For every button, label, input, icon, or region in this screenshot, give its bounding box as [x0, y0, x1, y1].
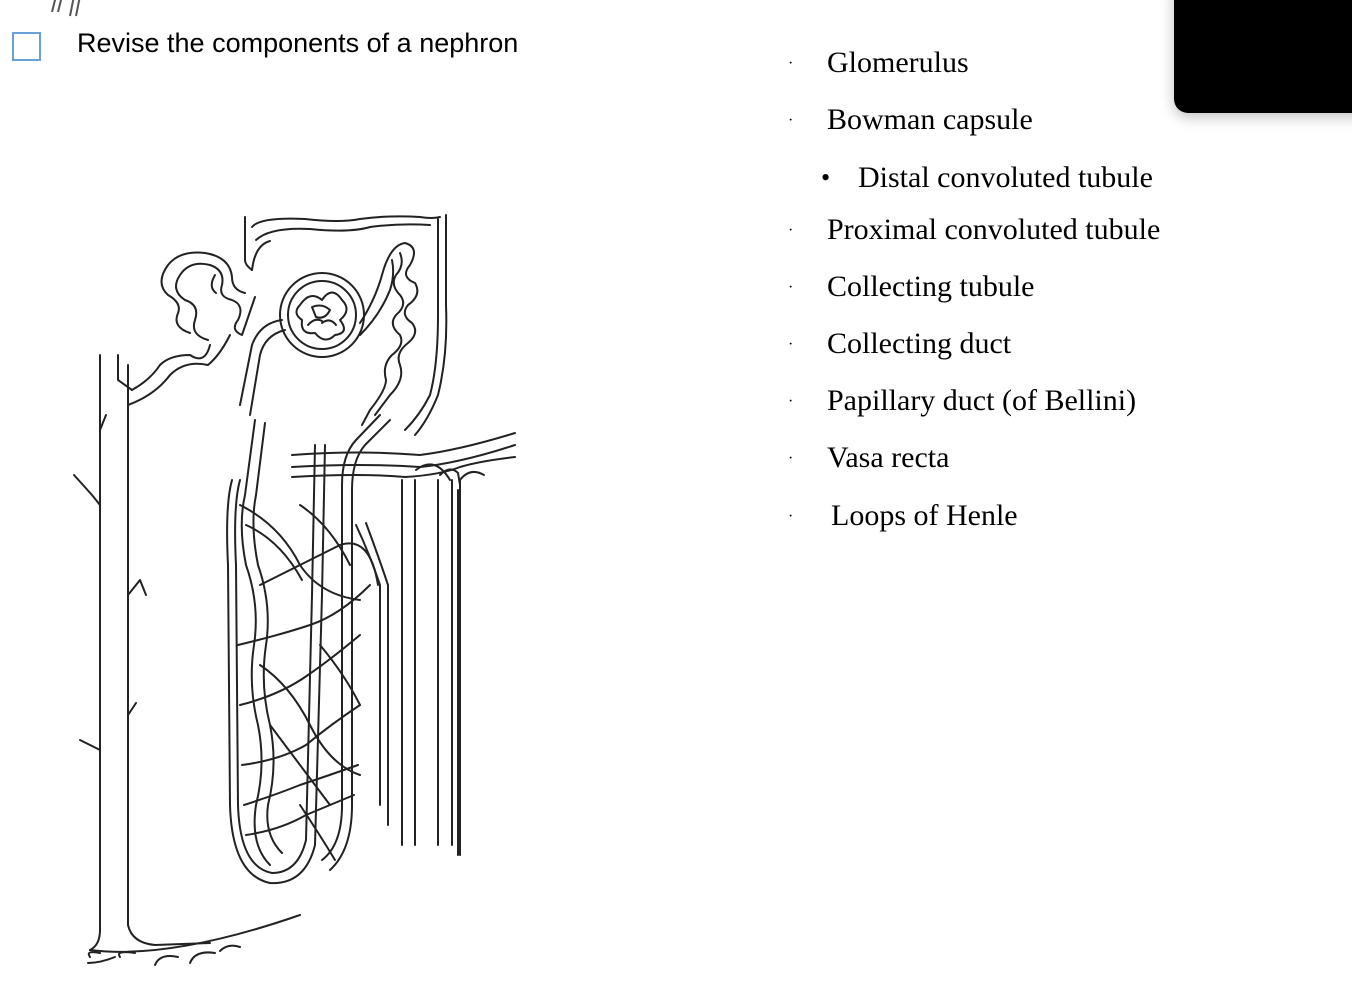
bullet: · — [788, 279, 794, 296]
component-label: Collecting duct — [827, 327, 1012, 360]
bullet: · — [788, 112, 794, 129]
vasa-recta — [238, 505, 388, 860]
task-label: Revise the components of a nephron — [77, 28, 519, 58]
bullet: · — [788, 55, 794, 72]
component-label: Loops of Henle — [831, 499, 1018, 532]
task-checkbox[interactable] — [12, 32, 41, 61]
glomerulus — [240, 273, 364, 415]
collecting-ducts — [402, 464, 460, 855]
bullet: • — [821, 163, 831, 192]
top-edge-marks — [50, 0, 90, 20]
dark-overlay-panel — [1174, 0, 1352, 113]
bullet: · — [788, 393, 794, 410]
component-label: Papillary duct (of Bellini) — [827, 384, 1137, 417]
component-label: Distal convoluted tubule — [858, 161, 1153, 194]
nephron-diagram — [60, 205, 540, 995]
component-label: Glomerulus — [827, 46, 969, 79]
component-label: Collecting tubule — [827, 270, 1035, 303]
component-label: Bowman capsule — [827, 103, 1033, 136]
bullet: · — [788, 450, 794, 467]
bullet: · — [788, 336, 794, 353]
bullet: · — [788, 222, 794, 239]
afferent-coil-left — [162, 253, 256, 341]
component-label: Vasa recta — [827, 441, 950, 474]
bowman-capsule-outline — [245, 215, 446, 435]
component-label: Proximal convoluted tubule — [827, 213, 1161, 246]
proximal-coil-right — [360, 243, 417, 425]
bullet: · — [788, 508, 794, 525]
